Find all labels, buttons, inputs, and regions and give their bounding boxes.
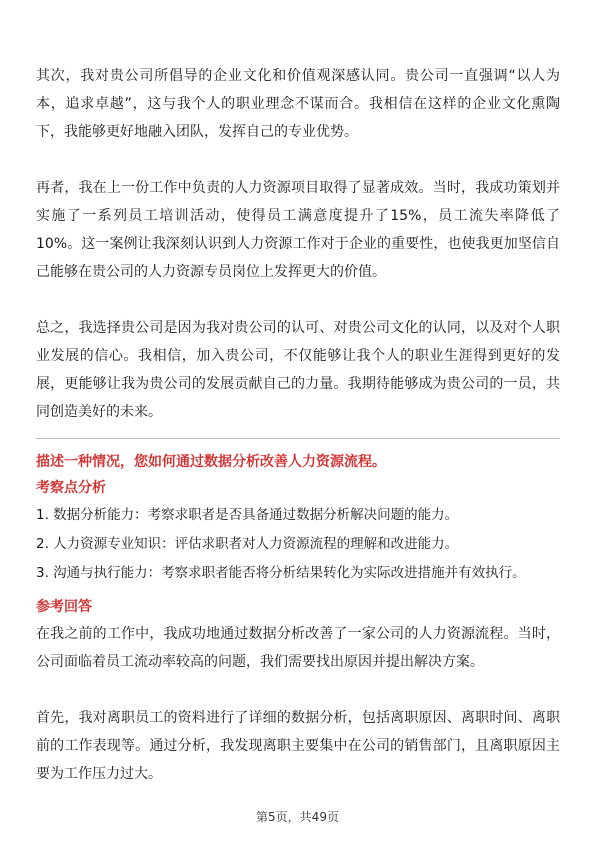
section-divider: [36, 438, 560, 439]
paragraph-culture: 其次，我对贵公司所倡导的企业文化和价值观深感认同。贵公司一直强调“以人为本，追求卓越”，这与我个人的职业理念不谋而合。我相信在这样的企业文化熏陶下，我能够更好地融入团队，发挥自己的专业优势。: [36, 68, 560, 140]
question-heading: 描述一种情况，您如何通过数据分析改善人力资源流程。: [36, 454, 386, 470]
answer-paragraph: 在我之前的工作中，我成功地通过数据分析改善了一家公司的人力资源流程。当时，公司面临着员工流动率较高的问题，我们需要找出原因并提出解决方案。: [36, 626, 560, 670]
paragraph-project: 再者，我在上一份工作中负责的人力资源项目取得了显著成效。当时，我成功策划并实施了一系列员工培训活动，使得员工满意度提升了15%，员工流失率降低了10%。这一案例让我深刻认识到人力资源工作对于企业的重要性，也使我更加坚信自己能够在贵公司的人力资源专员岗位上发挥更大的价值。: [36, 180, 560, 280]
analysis-point: 3. 沟通与执行能力：考察求职者能否将分析结果转化为实际改进措施并有效执行。: [36, 565, 526, 581]
answer-paragraph: 首先，我对离职员工的资料进行了详细的数据分析，包括离职原因、离职时间、离职前的工作表现等。通过分析，我发现离职主要集中在公司的销售部门，且离职原因主要为工作压力过大。: [36, 710, 560, 782]
analysis-point: 2. 人力资源专业知识：评估求职者对人力资源流程的理解和改进能力。: [36, 536, 459, 552]
analysis-title: 考察点分析: [36, 480, 106, 496]
answer-title: 参考回答: [36, 599, 92, 615]
document-page: [36, 62, 560, 788]
analysis-point: 1. 数据分析能力：考察求职者是否具备通过数据分析解决问题的能力。: [36, 507, 459, 523]
paragraph-summary: 总之，我选择贵公司是因为我对贵公司的认可、对贵公司文化的认同，以及对个人职业发展的信心。我相信，加入贵公司，不仅能够让我个人的职业生涯得到更好的发展，更能够让我为贵公司的发展贡献自己的力量。我期待能够成为贵公司的一员，共同创造美好的未来。: [36, 320, 560, 420]
page-number: 第5页，共49页: [256, 810, 339, 824]
